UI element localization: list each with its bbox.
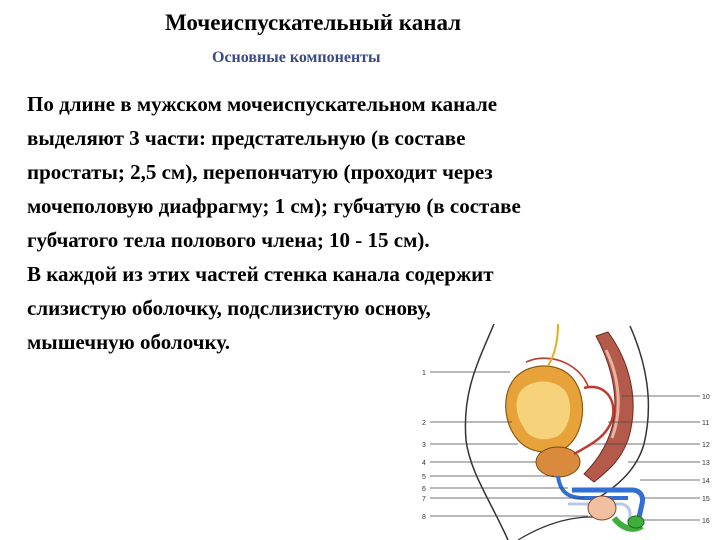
label-right: 12 — [702, 442, 710, 449]
body-line: простаты; 2,5 см), перепончатую (проходит через — [27, 160, 493, 184]
slide-subtitle: Основные компоненты — [212, 49, 381, 66]
body-outline — [465, 324, 508, 540]
label-right: 15 — [702, 496, 710, 503]
label-right: 16 — [702, 518, 710, 525]
label-left: 7 — [422, 496, 426, 503]
glans — [628, 516, 644, 528]
body-line: По длине в мужском мочеиспускательном канале — [27, 92, 498, 116]
label-right: 14 — [702, 478, 710, 485]
label-left: 6 — [422, 486, 426, 493]
anatomy-illustration — [408, 322, 720, 540]
body-line: В каждой из этих частей стенка канала содержит — [27, 262, 494, 286]
label-left: 8 — [422, 514, 426, 521]
label-left: 2 — [422, 420, 426, 427]
body-line: слизистую оболочку, подслизистую основу, — [27, 296, 431, 320]
anatomy-drawing — [408, 322, 720, 540]
prostate — [536, 447, 580, 477]
body-line: мочеполовую диафрагму; 1 см); губчатую (в составе — [27, 194, 521, 218]
perineum-outline — [518, 517, 604, 540]
body-line: выделяют 3 части: предстательную (в составе — [27, 126, 466, 150]
label-left: 3 — [422, 442, 426, 449]
slide-title: Мочеиспускательный канал — [165, 10, 462, 35]
label-left: 4 — [422, 460, 426, 467]
testis — [588, 496, 616, 520]
body-line: губчатого тела полового члена; 10 - 15 см). — [27, 228, 430, 252]
label-right: 11 — [702, 420, 710, 427]
body-paragraph — [27, 87, 720, 359]
label-left: 1 — [422, 370, 426, 377]
label-left: 5 — [422, 474, 426, 481]
label-right: 10 — [702, 394, 710, 401]
body-line: мышечную оболочку. — [27, 330, 230, 354]
label-right: 13 — [702, 460, 710, 467]
